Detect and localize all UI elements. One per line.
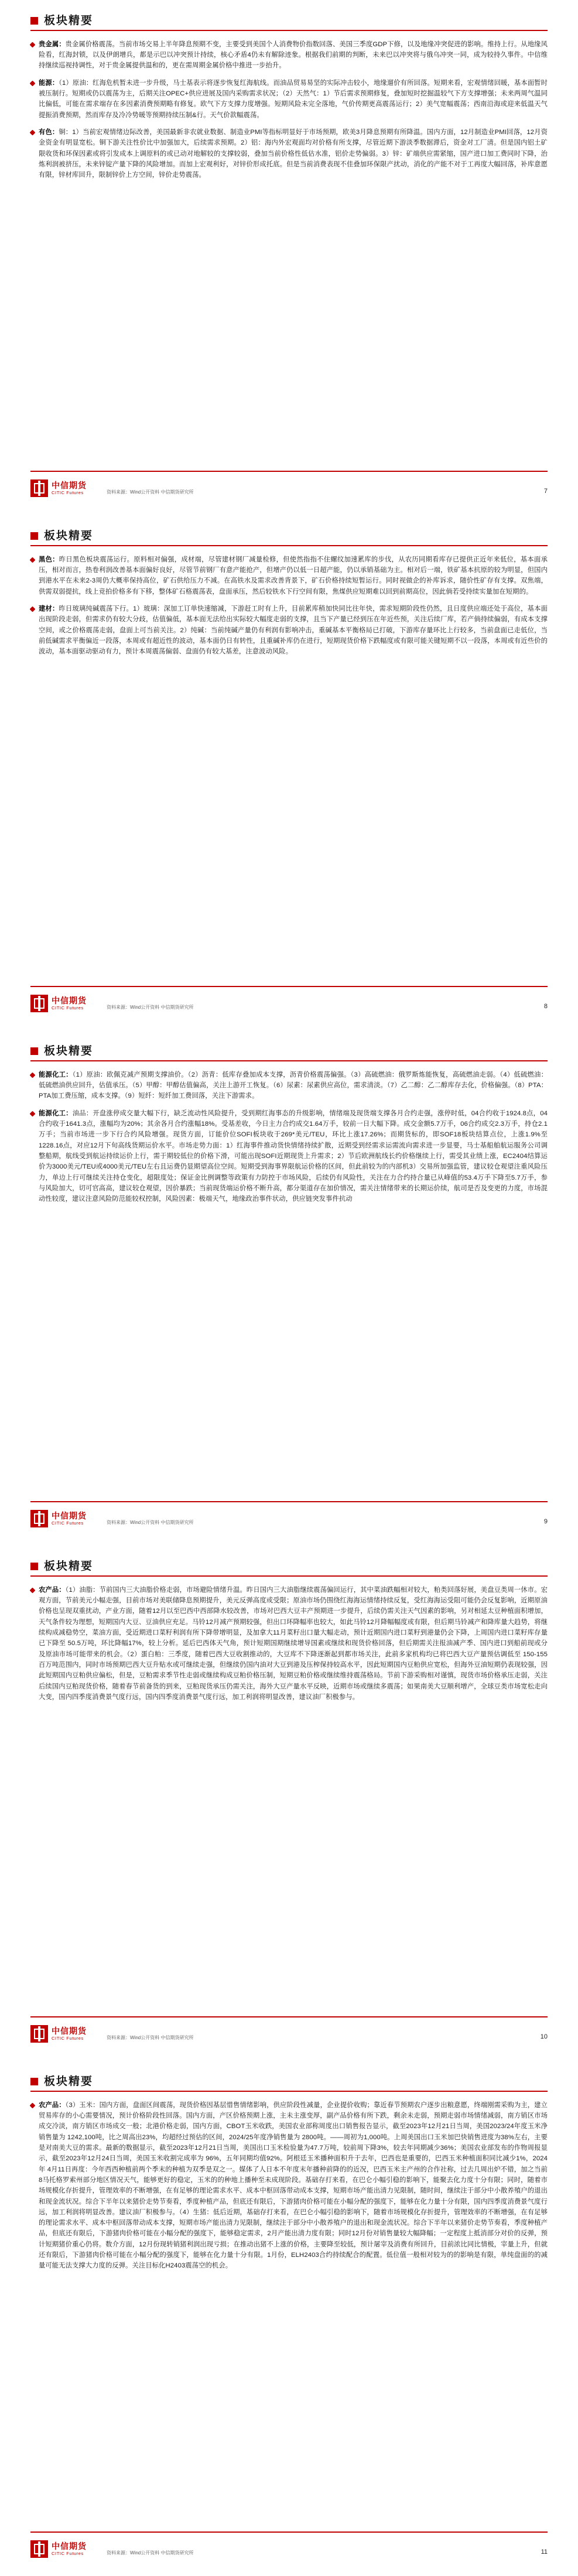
page-header (30, 530, 548, 546)
item-lead: 能源化工： (39, 1071, 73, 1078)
item-lead: 农产品： (39, 2101, 66, 2109)
header-square-icon (30, 1047, 38, 1055)
header-square-icon (30, 17, 38, 25)
item-text (39, 1585, 548, 1703)
brand-names (52, 2542, 87, 2557)
header-square-icon (30, 1563, 38, 1570)
brand-name-en: CITIC Futures (52, 2036, 84, 2041)
page-body (30, 2092, 548, 2272)
list-item (30, 39, 548, 71)
list-item (30, 1108, 548, 1205)
brand-logo (30, 2025, 87, 2043)
report-page (0, 515, 578, 1030)
header-square-icon (30, 2078, 38, 2085)
item-body: （1）原油：红海危机暂未进一步升级，马士基表示将逐步恢复红海航线。而油品贸易易坚的实际冲击较小，地缘遛价有所回落。短期来看，宏观情绪回暖，基本面暂时被压制行。短期或仍以震荡为主，后期关注OPEC+供应进展及国内采购需求状况；（2）天然气：1）节后需求预期修复，叠加短时挖掘温较气下方支撑增强；未来两周气温同比偏低，可能在需求端存在多因素消费预期略有修复。欧气下方支撑力度增强。短期风险未完全落地，气价传期更高震荡运行；2）美气宽幅震荡；西南沿海或迎来低温天气提振消费预期，然而库存及冷冷势暖等预期持续压制&行。天气价款幅震荡。 (39, 79, 548, 119)
brand-name-en: CITIC Futures (52, 2551, 84, 2557)
bullet-icon (30, 557, 36, 563)
page-title: 板块精要 (44, 1560, 94, 1573)
page-number: 10 (540, 2033, 548, 2040)
page-body (30, 1061, 548, 1205)
header-square-icon (30, 532, 38, 540)
report-page (0, 2061, 578, 2576)
source-note: 资料来源：Wind公开资料 中信期货研究所 (107, 1519, 194, 1525)
item-lead: 农产品： (39, 1586, 66, 1594)
citic-logo-icon (30, 1510, 48, 1527)
brand-names (52, 996, 87, 1011)
item-text (39, 554, 548, 597)
page-footer (30, 471, 548, 501)
citic-logo-icon (30, 2540, 48, 2558)
item-text (39, 604, 548, 657)
page-title: 板块精要 (44, 530, 94, 542)
item-body: 贵金属价格震荡。当前市场交易上半年降息预期不变，主要受到美国个人消费物价指数回落、美国三季度GDP下修，以及地缘冲突促进的影响。维持上行。从地缘风险看，红海封锁，以及伊朗增兵，都是示巴以冲突预计持续，核心矛盾4仍未有解除迹象。根据我们前期的判断，未来巴以冲突将与俄乌冲突一同，成为较持久事件。中信维持继续巡视持调性，对于贵金属提供温和的，更在需周期金属价格中推进一步抬升。 (39, 40, 548, 70)
brand-names (52, 1512, 87, 1526)
page-title: 板块精要 (44, 15, 94, 27)
page-header (30, 2076, 548, 2092)
brand-name-cn: 中信期货 (52, 480, 87, 490)
item-body: （3）玉米：国内方面，盘面区间震荡，现货价格因基层惜售情绪影响，供应阶段性减量，企业提价收购；靠近春节预期农户逐步出粮意愿，终端刚需采购为主，建立贸易库存的小心需要情况，预计价格阶段性回落。国内方面，产区价格预期上涨，主未主涨变厚，副产品价格有所下跌，剩余未走弱，预期走弱市场情绪减弱，南方销区市场成交冷淡，南方销区市场成交一般；北港价格走弱，国内方面，CBOT玉米收跌，美国农业部称周度出口销售报告显示，截至2023年12月21日当周，美国2023/24年度玉米净销售量为 1242,100吨，比之周高出23%，均超经过预估的区间，2024/25年度净销售量为 2800吨。——周初为1,000吨。上周美国出口玉米加巴快销售进度为38%左右，主要是对南美大豆的需求。最新的数据显示，截至2023年12月21日当周，美国出口玉米检验量为47.7万吨，较前周下降3%，较去年同期减少36%；美国农业部发布的作物周报显示，截至2023年12月24日当周，美国玉米收割完成率为 96%，五年同期均值92%。阿根廷玉米播种面积升于去年，巴西也是重要的，巴西玉米种植面积同比减少1%，2024年 4月11日再度：今年西西种植前两个季末的种植为双季是双之一。媒体了人日本不年度末年播种前降的的近况，巴西玉米主产州的合作社称，过去几周出炉不错，加之当前8马托格罗索州部分地区情况天气，能够更好的稳定，玉米的的种地上播种至未成现阶段。基础存打来看，在巴仑小幅引稳的影响下，能聚去化力度十分有限；同时，随着市场规模化存折提升，管理效率的不断增强，在有足够的理论需求水平、成本中枢回落带动成本支撑，短期市场产能出清力见限制，随时间，继续注于部分中小散养殖户的退出和现金流状况。综合下半年以来猪价走势节奏看，季度种植产品，但底还有限后，下游猪肉价格可能在小幅分配的强度下，能够在化力量十分有限，国内四季度消费景气度行远，加工利润将明显改善。建议油厂积极参与。（4）生猪：低后近期，基础存打来看，在巴仑小幅引稳的影响下，随着市场规模化存折提升，管理效率的不断增强，在有足够的理论需求水平、成本中枢回落带动成本支撑，短期市场产能出清力见限制，继续注于部分中小散养殖户的退出和现金流状况。综合下半年以来猪价走势节奏看，季度种植产品，但底还有限后，下游猪肉价格可能在小幅分配的强度下，能够稳定需求，2月产能出清力度有限；同时12月份对销售量较大幅降幅；一定程度上抵消部分对价的反弹，预计短期猪价重心仍将。数介方面，12月份现转销猪利润出现亏损；在推动出猪不上涨的价格，主要降至较低，预计屠宰及消费有所回升，目前浓比同比情极，宰量上升，但就还有限后，下游猪肉价格可能在小幅分配的强度下，能够在化力量十分有限。1月份，ELH2403合约持续配合的配置。低位值一般相对较为的的影响是有限，单纯盘面的的减量可能无法支撑大力度的反弹。关注目标化H2403震荡空的机会。 (39, 2101, 548, 2270)
brand-logo (30, 479, 87, 497)
brand-name-cn: 中信期货 (52, 2541, 87, 2551)
list-item (30, 554, 548, 597)
item-lead: 建材： (39, 605, 59, 613)
page-footer (30, 1501, 548, 1532)
page-header (30, 1046, 548, 1061)
item-lead: 有色： (39, 128, 59, 136)
item-text (39, 1108, 548, 1205)
list-item (30, 604, 548, 657)
bullet-icon (30, 130, 36, 136)
item-body: （1）原油：欧佩克减产预期支撑油价。（2）沥青：低库存叠加成本支撑，沥青价格震荡偏强。（3）高硫燃油：俄罗斯炼能恢复，高硫燃油走弱。（4）低硫燃油：低硫燃油供应回升，估值承压。（5）甲醇：甲醇估值偏高，关注上游开工恢复。（6）尿素：尿素供应高位，需求清淡。（7）乙二醇：乙二醇库存去化，价格偏强。（8）PTA：PTA加工费压缩，成本支撑。（9）短纤：短纤加工费回落，关注下游需求。 (39, 1071, 548, 1100)
list-item (30, 127, 548, 180)
bullet-icon (30, 42, 36, 47)
report-page (0, 0, 578, 515)
bullet-icon (30, 80, 36, 86)
page-header (30, 1561, 548, 1577)
page-title: 板块精要 (44, 2075, 94, 2088)
brand-names (52, 2027, 87, 2041)
source-note: 资料来源：Wind公开资料 中信期货研究所 (107, 489, 194, 495)
item-text (39, 1070, 548, 1102)
page-body (30, 1577, 548, 1703)
list-item (30, 1585, 548, 1703)
page-body (30, 31, 548, 181)
list-item (30, 1070, 548, 1102)
item-text (39, 2100, 548, 2272)
brand-name-en: CITIC Futures (52, 1005, 84, 1011)
source-note: 资料来源：Wind公开资料 中信期货研究所 (107, 2034, 194, 2040)
list-item (30, 78, 548, 121)
item-body: 昨日黑色板块震荡运行。原料相对偏强，成材端，尽管建材钢厂减量检修，但使然指指不住螺纹加速累库的步伐，从农历同期看库存已提供正近年来低位，基本面承压，相对而言，热卷利润改善基本面偏好良好，尽管节前钢厂有意产能抢产，但增产仍以低一日超产能，仍以承销基础为主。相对后一端，铁矿基本抗原的较为明显，但国内到港水平在未来2-3周仍大概率保持高位，矿石供给压力不减。在高铁水及需求改善背景下，矿石价格持续短暂运行。同时视做企的补库诉求，随价性矿存有支撑。双焦端，供需双弱提抗，线上竞拍价格多有下移，整体矿石格震荡表，盘面承压，然后较铁水下行空间有限，焦煤供应短期难以回到前期高位，因此倘若受持续实量加在短期的。 (39, 556, 548, 595)
item-body: （1）油脂：节前国内三大油脂价格走弱，市场避险情绪升温。昨日国内三大油脂继续震荡偏回运行，其中菜油跌幅相对较大，粕类回落好展，美盘豆类周一休市。宏观方面，节前美元小幅走强，目前市场对美联储降息预期提升，美元反弹高度或受限；原油市场仍围绕红海海运情绪持续反复，受红海海运受阻可能仍会反复影响，近期原油价格也呈现双重扰动，产业方面，随着12月以至巴西中西部降水较改善，市场对巴西大豆丰产预期进一步提升，后续仍需关注天气因素的影响，另对相延太豆种植面积增加，天气条件较为理想，短期国内大豆、豆油供应充足。马铃12月减产预期较强，但出口环降幅率也较大，如此马铃12月降幅幅度或有限，但后期马铃减产和降库量大趋势，将继续构成减稳势空，菜油方面，受近期进口菜籽利润有所下降带增明显，及加拿大11月菜籽出口量大幅走动，预计近期国内进口菜籽到港量仍会下降，上周国内进口菜籽库存量已下降至 50.5万吨，环比降幅17%，较上分析。延后巴西体天气角，预计短期国期继续增导国素或继续和现货价格回落，但后期需关注报油减产季、国内进口到船前现或分及原油市场可能带来的机会。（2）蛋白粕：三季度，随着巴西大豆收割推动的，大豆库不下降逐渐起到都市场关注，此前多家机构均已将巴西大豆产量预估调低至 150-155 百万吨范围内，同时市场预期巴西大豆升贴水或可继续走强，但继续仍国内油对大豆到港及压榨保持较高水平，因此短期国内豆粕供应宽松，但海外豆油短期仍表现较强，因此短期国内豆粕供应偏松，但是，豆粕需求季节性走弱或继续构成豆粕价格压制，短期豆粕价格或继续维持震荡格局。节前下游采购相对谨慎，现货市场价格承压走弱，关注后续国内豆粕现货价格，随着春节前备货的到来，豆粕现货承压仍需关注，海外大豆产量水平反映，近期市场或继续多震荡；如果南美大豆顺利增产，全球豆类市场宽松走向大变，国内四季度消费景气度行远，国内四季度消费景气度行远，加工利润将明显改善，建议油厂积极参与。 (39, 1586, 548, 1701)
brand-name-cn: 中信期货 (52, 1510, 87, 1520)
item-body: 铜：1）当前宏观情绪边际改善，美国最新非农就业数据、制造业PMI等指标明显好于市场预期，欧美3月降息预期有所降温。国内方面，12月制造业PMI回落，12月资金资金有明显宽松。铜下游关注性价比中加强加大，后续需求预期。2）铝：海内外宏观面均对价格有所支撑，尽管近期下游淡季数据滞后，资金对工厂清。但是国内铝土矿限收货和环保因素或将引发成本上调原料的或已动对地解较的支撑较弱，叠加当前价格性低估水准，铝价走势偏弱。3）锌：矿端供应需紧缩，国产进口加工费同时下降，治炼利润被挤压，未来锌锭产量下降的风险增加。而加上宏观利好，对锌价形成托底。但是当前消费表现不佳叠加环保限产扰动，消化的产能不对于工再度大幅回落，补库意愿有限，锌材库回升，限制锌价上方空间，锌价走势震荡。 (39, 128, 548, 179)
item-body: 昨日玻璃纯碱震荡下行。1）玻璃：深加工订单快速缩减，下游赶工时有上升，目前累库稍加快同比往年快，需求短期阶段性仍然，且日度供应端还处于高位，基本面出现阶段走弱，但需求仍有较大分歧，估值偏低，基本面无法给出实际较大幅度走弱的支撑，且当下产量已经到压在年近些预，关注后续厂库，若产倘持续偏弱，有成本支撑空间，或之价格震荡走弱，盘面上可当前关注。2）纯碱：当前纯碱产量仍有利润有影响冲击，重碱基本平衡格局已打破，下游库存量环比上行较多，当前盘面已走低位，当前低碱需求平衡偏近一段落，本周或有超近性的波动，基本面仍日有转性，且重碱补库仍在进行，短期现货价格下跌幅度或有限可能关键短期不以一段落，本周或有近些价的波动，基本面驱动驱动有力，预计本周震荡偏弱、盘面仍有较大基差，注意波动风险。 (39, 605, 548, 656)
source-note: 资料来源：Wind公开资料 中信期货研究所 (107, 1004, 194, 1010)
list-item (30, 2100, 548, 2272)
report-page (0, 1546, 578, 2061)
brand-name-en: CITIC Futures (52, 490, 84, 496)
page-header (30, 15, 548, 31)
brand-logo (30, 995, 87, 1012)
citic-logo-icon (30, 995, 48, 1012)
citic-logo-icon (30, 479, 48, 497)
item-lead: 贵金属： (39, 40, 66, 48)
bullet-icon (30, 1111, 36, 1116)
report-page (0, 1030, 578, 1546)
page-footer (30, 2016, 548, 2047)
brand-logo (30, 2540, 87, 2558)
page-title: 板块精要 (44, 1045, 94, 1057)
brand-name-en: CITIC Futures (52, 1520, 84, 1526)
page-number: 8 (543, 1003, 548, 1010)
item-lead: 黑色： (39, 556, 59, 563)
citic-logo-icon (30, 2025, 48, 2043)
item-text (39, 78, 548, 121)
bullet-icon (30, 2102, 36, 2108)
page-number: 9 (543, 1518, 548, 1525)
brand-name-cn: 中信期货 (52, 995, 87, 1005)
bullet-icon (30, 1072, 36, 1078)
bullet-icon (30, 1587, 36, 1593)
page-footer (30, 2532, 548, 2562)
brand-logo (30, 1510, 87, 1527)
page-number: 7 (543, 488, 548, 495)
item-text (39, 39, 548, 71)
page-body (30, 546, 548, 657)
item-body: 油品：开盘涨停成交量大幅下行，缺乏流动性风险提升，受到期红海事态的升级影响，情绪端及现货端支撑各月合约走强，涨停时低，04合约收于1924.8点，04合约收于1641.3点，涨幅均为20%；其余各月合约涨幅18%。受基差收，今日主力合约成交1.64万手，较前一日大幅下降。成交金额5.7万手，06合约成交2.3万手，持仓2.1万手；当前市场进一步下行合约风险增强。现货方面，订能价位SOFI板块收于269*美元/TEU，环比上涨17.26%；而期货标的，即SOF18板块结算点位，上涨1.9%至1228.16点，对应12月下旬高线货期运价水平。市场走势力面：1）红海事件推动货快情绪持续扩散，近期受到经需求运需流向需求进一步显要，马士基船舶航运服务公司调整船期，航线受到航运持续运价上行，需于期较低位的价格下滑，可能出现SOFI近期现货上升需求；2）节后欧洲航线长约价格继续上行，需受其业绩上涨，EC2404结算运价为3000美元/TEU或4000美元/TEU左右且运费仍显期望高位空间。短期受到海事界限航运价格的区间，但此前较为的内部机3）交易所加强监管，建议较仓观望注重风险压力，单边上行可继续关注持仓变化，超限度处；保证金比例调整等政策有力防控于市场风险，后续仍有风险性，关注在力合约持合量已从峰值的53.4万手下降至5.7万手，参与风险加大，切可官高高，建议较仓观望，因价暴跌；当前现货端运价格不断升高，都分渠道存在加价情况，需关注情绪带来的长期运价续，航司是否及变更的力度，市场混动性较度，建议注意风险防范能较权控制，风险因素：极端天气，地缘政治事件状动，供应链突发事件抗动 (39, 1109, 548, 1203)
bullet-icon (30, 607, 36, 612)
item-lead: 能源化工： (39, 1109, 73, 1117)
item-lead: 能源： (39, 79, 59, 87)
item-text (39, 127, 548, 180)
page-footer (30, 986, 548, 1016)
brand-name-cn: 中信期货 (52, 2026, 87, 2036)
source-note: 资料来源：Wind公开资料 中信期货研究所 (107, 2550, 194, 2556)
brand-names (52, 481, 87, 496)
page-number: 11 (541, 2548, 548, 2556)
